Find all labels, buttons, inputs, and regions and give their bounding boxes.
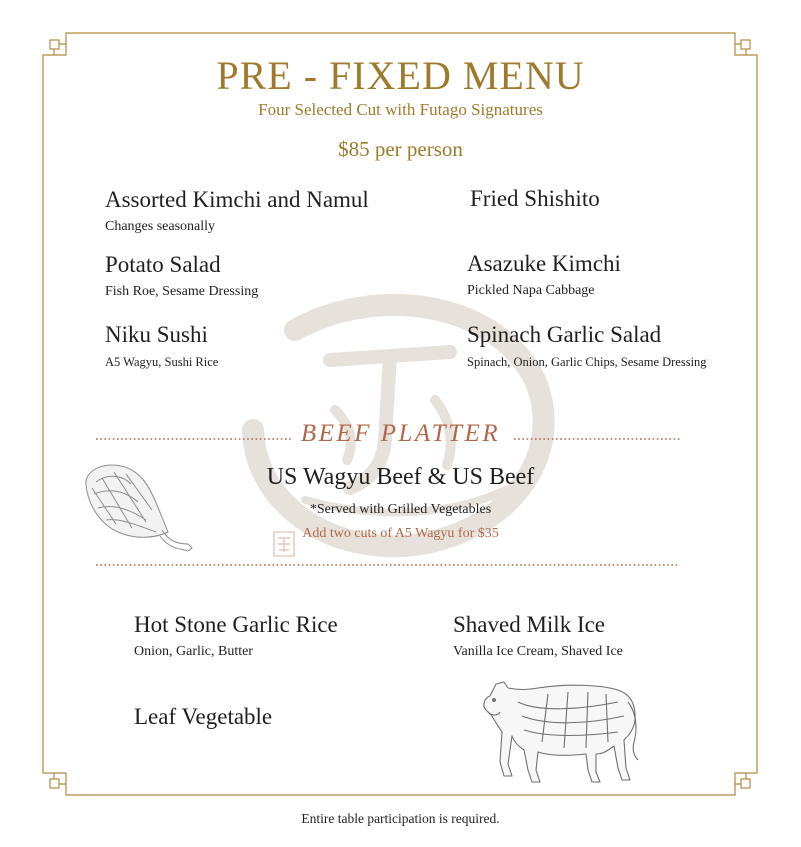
dish-name: Niku Sushi (105, 322, 208, 347)
dish-name: Asazuke Kimchi (467, 251, 621, 276)
platter-dish-name: US Wagyu Beef & US Beef (266, 464, 535, 490)
dish-name: Leaf Vegetable (134, 704, 273, 729)
dish-description: A5 Wagyu, Sushi Rice (105, 355, 219, 369)
platter-note: *Served with Grilled Vegetables (309, 502, 492, 517)
dish-name: Assorted Kimchi and Namul (105, 187, 369, 212)
footer-note: Entire table participation is required. (301, 811, 500, 826)
cow-illustration-icon (478, 672, 644, 790)
dish-description: Spinach, Onion, Garlic Chips, Sesame Dressing (467, 355, 707, 369)
dish-name: Spinach Garlic Salad (467, 322, 662, 347)
dish-description: Changes seasonally (105, 219, 216, 234)
stamp-icon (272, 530, 296, 558)
dish-description: Vanilla Ice Cream, Shaved Ice (453, 644, 623, 659)
platter-section-title: BEEF PLATTER (300, 420, 501, 447)
dish-description: Onion, Garlic, Butter (134, 644, 253, 659)
dish-name: Shaved Milk Ice (453, 612, 606, 637)
dish-name: Potato Salad (105, 252, 221, 277)
menu-price: $85 per person (338, 137, 463, 161)
platter-addon: Add two cuts of A5 Wagyu for $35 (302, 526, 499, 541)
dish-description: Pickled Napa Cabbage (467, 283, 595, 298)
dish-name: Fried Shishito (470, 186, 600, 211)
platter-dotted-divider-bottom (96, 562, 680, 568)
menu-title: PRE - FIXED MENU (216, 53, 585, 98)
dish-name: Hot Stone Garlic Rice (134, 612, 338, 637)
menu-subtitle: Four Selected Cut with Futago Signatures (258, 100, 543, 119)
dish-description: Fish Roe, Sesame Dressing (105, 284, 259, 299)
